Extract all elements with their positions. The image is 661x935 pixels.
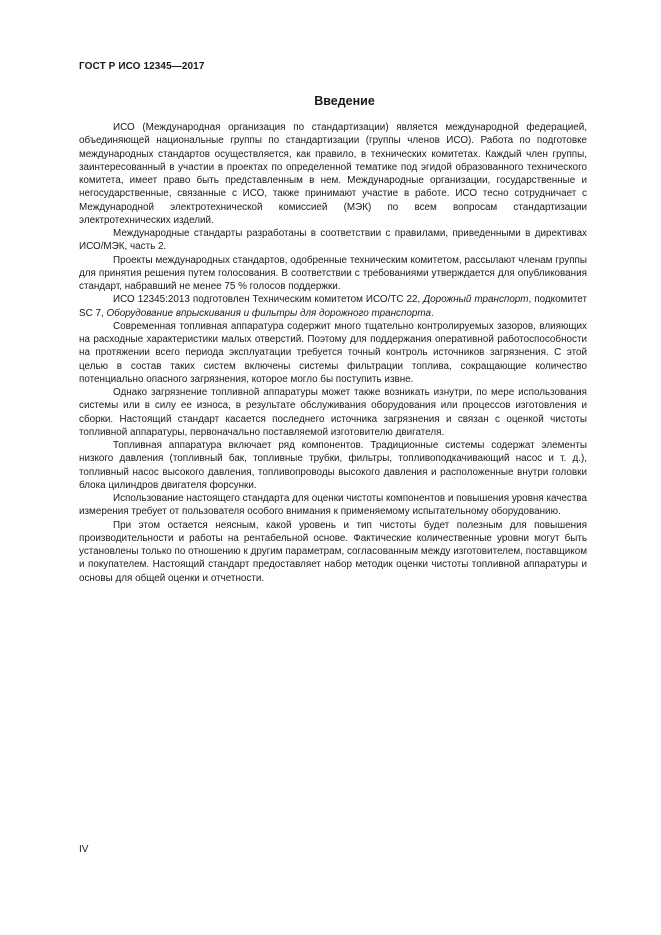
paragraph-directives: Международные стандарты разработаны в соответствии с правилами, приведенными в директивах ИСО/МЭК, часть 2.: [79, 228, 587, 253]
paragraph-committee: [79, 293, 587, 320]
body-text: [79, 121, 587, 585]
paragraph-fuel-equipment: Современная топливная аппаратура содержит много тщательно контролируемых зазоров, влияющих на расходные характеристики малых отверстий. Поэтому для поддержания оперативной работоспособности на протяжении всего периода эксплуатации требуется точный контроль источников загрязнения. С этой целью в состав таких систем включены системы фильтрации топлива, сокращающие количество потенциально опасного загрязнения, которое могло бы поступить извне.: [79, 320, 587, 385]
page-number: IV: [79, 844, 89, 855]
document-code-header: ГОСТ Р ИСО 12345—2017: [79, 61, 205, 72]
committee-text-c: .: [430, 307, 434, 319]
paragraph-components: Топливная аппаратура включает ряд компонентов. Традиционные системы содержат элементы низкого давления (топливный бак, топливные трубки, фильтры, топливоподкачивающий насос и т. д.), топливный насос высокого давления, топливопроводы высокого давления и расположенные внутри головки блока цилиндров двигателя форсунки.: [79, 440, 587, 491]
committee-text-b: , подкомитет SC 7,: [79, 294, 587, 319]
section-title: Введение: [314, 94, 375, 108]
paragraph-voting: Проекты международных стандартов, одобренные техническим комитетом, рассылают членам группы для принятия решения путем голосования. В соответствии с требованиями утверждается для опубликования стандарт, набравший не менее 75 % голосов поддержки.: [79, 254, 587, 292]
paragraph-iso-description: ИСО (Международная организация по стандартизации) является международной федерацией, объединяющей национальные группы по стандартизации (группы членов ИСО). Работа по подготовке международных стандартов осуществляется, как правило, в технических комитетах. Каждый член группы, заинтересованный в участии в проектах по определенной тематике под эгидой образованного технического комитета, имеет право быть представленным в нем. Международные организации, государственные и негосударственные, связанные с ИСО, также принимают участие в работе. ИСО тесно сотрудничает с Международной электротехнической комиссией (МЭК) по всем вопросам стандартизации электротехнических изделий.: [79, 122, 587, 226]
committee-text-a: ИСО 12345:2013 подготовлен Техническим комитетом ИСО/ТС 22,: [113, 294, 424, 306]
subcommittee-name-italic: Оборудование впрыскивания и фильтры для дорожного транспорта: [106, 307, 431, 319]
paragraph-internal-contamination: Однако загрязнение топливной аппаратуры может также возникать изнутри, по мере использования системы или в силу ее износа, в результате обслуживания оборудования или процессов изготовления и сборки. Настоящий стандарт касается последнего источника загрязнения и связан с оценкой чистоты топливной аппаратуры, первоначально поставляемой изготовителю двигателя.: [79, 387, 587, 438]
paragraph-usage: Использование настоящего стандарта для оценки чистоты компонентов и повышения уровня качества измерения требует от пользователя особого внимания к применяемому испытательному оборудованию.: [79, 493, 587, 518]
paragraph-cleanliness-levels: При этом остается неясным, какой уровень и тип чистоты будет полезным для повышения производительности и работы на рентабельной основе. Фактические количественные уровни могут быть установлены только по отношению к другим параметрам, согласованным между изготовителем, поставщиком и покупателем. Настоящий стандарт предоставляет набор методик оценки чистоты топливной аппаратуры и основы для общей оценки и отчетности.: [79, 519, 587, 584]
committee-name-italic: Дорожный транспорт: [423, 294, 529, 306]
